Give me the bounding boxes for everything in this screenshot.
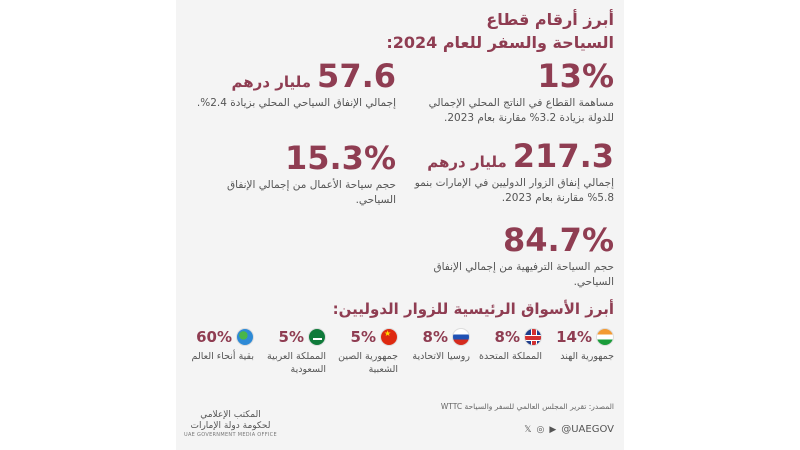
stat-international-spending [409,138,614,206]
stat-number: 15.3% [284,139,396,177]
stat-business-tourism [191,140,396,208]
stat-description: حجم سياحة الأعمال من إجمالي الإنفاق السياحي. [226,179,396,206]
saudi-flag-icon [308,328,326,346]
stat-domestic-spending [191,58,396,111]
market-value: 14% [556,328,592,346]
stat-number: 217.3 [512,137,614,175]
social-handle[interactable]: @UAEGOV [561,424,614,435]
title-line-2: السياحة والسفر للعام 2024: [386,33,614,52]
stat-leisure-tourism [409,222,614,290]
title-line-1: أبرز أرقام قطاع [486,10,614,29]
india-flag-icon [596,328,614,346]
market-value: 60% [196,328,232,346]
market-india [546,328,618,376]
infographic-card [176,0,624,450]
markets-list [182,328,618,376]
stat-unit: مليار درهم [231,73,312,91]
stat-description: إجمالي إنفاق الزوار الدوليين في الإمارات بنمو 5.8% مقارنة بعام 2023. [414,177,614,204]
stat-gdp-share [409,58,614,126]
market-value: 5% [350,328,376,346]
stat-number: 57.6 [317,57,396,95]
logo-arabic-line-2: لحكومة دولة الإمارات [190,421,271,431]
market-saudi [258,328,330,376]
market-name: المملكة المتحدة [478,351,542,362]
market-name: روسيا الاتحادية [412,351,470,362]
stat-number: 84.7% [502,221,614,259]
market-value: 8% [494,328,520,346]
source-note: المصدر: تقرير المجلس العالمي للسفر والسياحة WTTC [440,402,614,411]
china-flag-icon [380,328,398,346]
youtube-icon[interactable]: ▶ [549,424,557,435]
market-value: 8% [422,328,448,346]
market-russia [402,328,474,376]
logo-english: UAE GOVERNMENT MEDIA OFFICE [184,432,277,438]
stat-number: 13% [537,57,614,95]
stat-description: إجمالي الإنفاق السياحي المحلي بزيادة 2.4%. [196,97,396,109]
instagram-icon[interactable]: ◎ [536,424,545,435]
logo-arabic-line-1: المكتب الإعلامي [200,410,261,420]
markets-title: أبرز الأسواق الرئيسية للزوار الدوليين: [332,300,614,318]
social-bar [524,424,614,435]
market-name: جمهورية الهند [560,351,614,362]
market-name: جمهورية الصين الشعبية [338,351,398,375]
market-name: المملكة العربية السعودية [267,351,326,375]
market-uk [474,328,546,376]
uk-flag-icon [524,328,542,346]
stat-description: حجم السياحة الترفيهية من إجمالي الإنفاق السياحي. [433,261,614,288]
russia-flag-icon [452,328,470,346]
globe-icon [236,328,254,346]
market-china [330,328,402,376]
media-office-logo [184,410,277,438]
x-icon[interactable]: 𝕏 [524,424,532,435]
market-rest-of-world [186,328,258,376]
market-value: 5% [278,328,304,346]
stat-description: مساهمة القطاع في الناتج المحلي الإجمالي للدولة بزيادة 3.2% مقارنة بعام 2023. [428,97,614,124]
market-name: بقية أنحاء العالم [191,351,254,362]
stat-unit: مليار درهم [427,153,507,171]
